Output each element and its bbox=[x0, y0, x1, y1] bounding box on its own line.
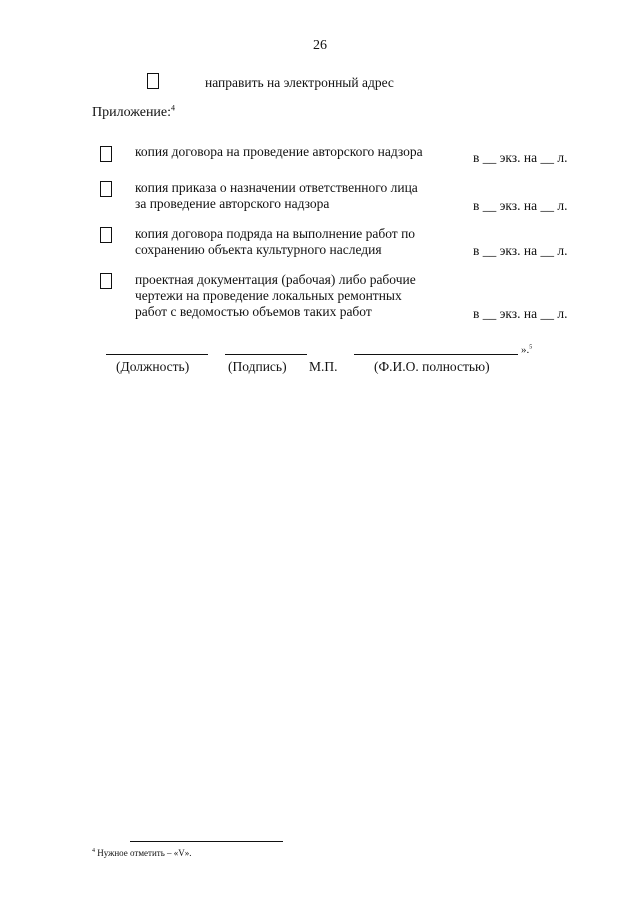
attachment-checkbox-1[interactable] bbox=[100, 146, 112, 162]
attachment-checkbox-4[interactable] bbox=[100, 273, 112, 289]
attachment-checkbox-2[interactable] bbox=[100, 181, 112, 197]
attachment-count-4: в __ экз. на __ л. bbox=[473, 306, 568, 321]
signature-label: (Подпись) bbox=[228, 359, 287, 374]
attachment-text-1: копия договора на проведение авторского надзора bbox=[135, 144, 423, 159]
attachment-checkbox-3[interactable] bbox=[100, 227, 112, 243]
email-checkbox[interactable] bbox=[147, 73, 159, 89]
attachment-text-2b: за проведение авторского надзора bbox=[135, 196, 330, 211]
signature-line bbox=[225, 354, 307, 355]
name-line bbox=[354, 354, 518, 355]
closing-sup: 5 bbox=[529, 344, 533, 351]
attachment-count-1: в __ экз. на __ л. bbox=[473, 150, 568, 165]
email-option-label: направить на электронный адрес bbox=[205, 75, 394, 90]
attachment-count-3: в __ экз. на __ л. bbox=[473, 243, 568, 258]
footnote-text: Нужное отметить – «V». bbox=[97, 848, 192, 858]
position-line bbox=[106, 354, 208, 355]
closing-quote bbox=[521, 342, 532, 358]
attachment-text-2a: копия приказа о назначении ответственного лица bbox=[135, 180, 418, 195]
attachment-label: Приложение: bbox=[92, 105, 172, 120]
attachment-text-4b: чертежи на проведение локальных ремонтных bbox=[135, 288, 402, 303]
attachment-heading bbox=[92, 105, 175, 121]
attachment-text-3a: копия договора подряда на выполнение работ по bbox=[135, 226, 416, 241]
attachment-count-2: в __ экз. на __ л. bbox=[473, 198, 568, 213]
footnote-ref: 4 bbox=[171, 103, 176, 113]
footnote-separator bbox=[130, 841, 283, 842]
footnote-number: 4 bbox=[92, 848, 95, 854]
footnote bbox=[92, 848, 192, 858]
page-number: 26 bbox=[313, 38, 327, 53]
closing-text: ». bbox=[521, 344, 530, 356]
attachment-text-4c: работ с ведомостью объемов таких работ bbox=[135, 304, 372, 319]
position-label: (Должность) bbox=[116, 359, 190, 374]
attachment-text-3b: сохранению объекта культурного наследия bbox=[135, 242, 382, 257]
name-label: (Ф.И.О. полностью) bbox=[374, 359, 490, 374]
stamp-label: М.П. bbox=[309, 359, 338, 374]
attachment-text-4a: проектная документация (рабочая) либо рабочие bbox=[135, 272, 416, 287]
